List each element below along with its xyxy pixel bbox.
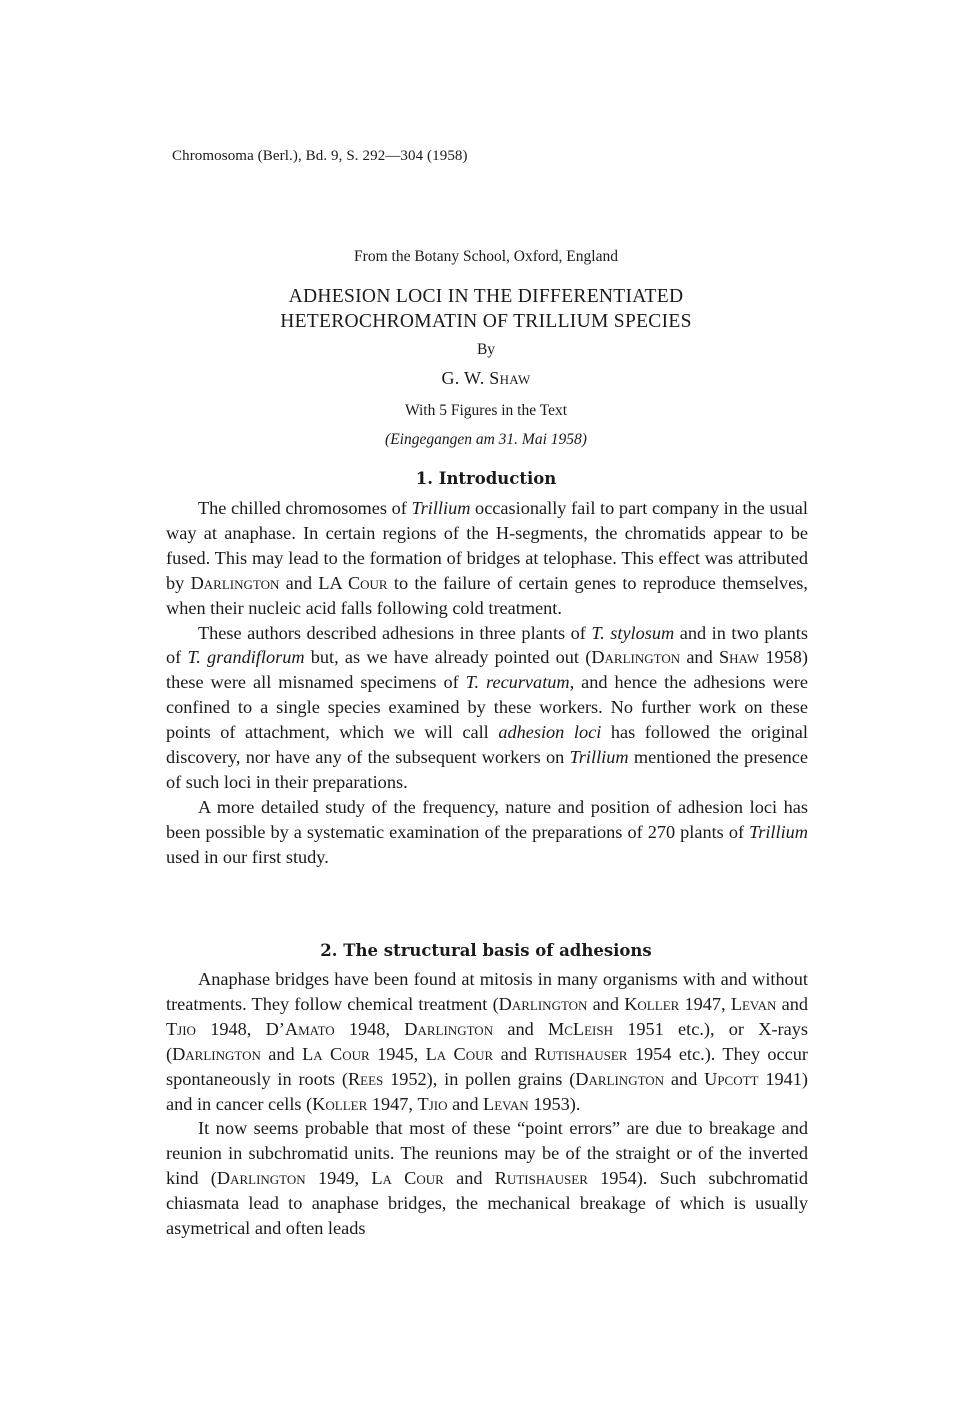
author-ref: Levan [483,1093,529,1114]
genus-name: Trillium [749,821,808,842]
introduction-body [166,496,808,870]
author-ref: La Cour [371,1168,444,1189]
title-line-1: ADHESION LOCI IN THE DIFFERENTIATED [288,286,684,307]
institution-line: From the Botany School, Oxford, England [354,248,618,265]
term-adhesion-loci: adhesion loci [498,722,602,743]
author-ref: Darlington [172,1043,261,1064]
author-ref: Koller [312,1093,368,1114]
author-ref: Upcott [704,1068,759,1089]
text-run: to the failure of certain genes to reproduce themselves, when their nucleic acid falls following cold treatment. [166,572,808,618]
text-run: and [493,1043,535,1064]
author-ref: Rutishauser [534,1043,628,1064]
structural-basis-body [166,967,808,1241]
author-name [165,368,807,389]
text-run: 1949, [305,1168,372,1189]
author-ref: Darlington [216,1168,306,1189]
received-date: (Eingegangen am 31. Mai 1958) [385,431,587,448]
author-ref: La Cour [425,1043,494,1064]
author-ref: D’Amato [265,1018,335,1039]
section-heading-structural-basis: 2. The structural basis of adhesions [320,941,652,960]
text-run: and [664,1068,705,1089]
text-run: and [680,647,719,668]
paragraph [166,967,808,1116]
text-run: The chilled chromosomes of [198,498,412,518]
paragraph [166,621,808,795]
genus-name: Trillium [411,498,471,518]
text-run: A more detailed study of the frequency, nature and position of adhesion loci has been possible by a systematic examination of the preparations of 270 plants of [166,796,808,842]
author-ref: Rees [347,1068,384,1089]
text-run: and in two plants of [166,622,809,668]
by-line: By [476,341,496,358]
text-run: Anaphase bridges have been found at mitosis in many organisms with and without treatments. They follow chemical treatment ( [166,969,808,1014]
author-ref: Koller [624,993,680,1014]
author-ref: Darlington [190,572,280,593]
text-run: 1954). Such subchromatid chiasmata lead to anaphase bridges, the mechanical breakage of which is usually asymetrical and often leads [166,1168,808,1239]
author-surname: Shaw [489,368,531,388]
author-ref: Darlington [498,993,588,1014]
text-run: 1951 etc.), or X-rays ( [166,1018,809,1064]
text-run: occasionally fail to part company in the usual way at anaphase. In certain regions of the H-segments, the chromatids appear to be fused. This may lead to the formation of bridges at telophase. This effect was attributed by [166,498,808,593]
text-run: and [279,572,319,593]
author-ref: La Cour [302,1043,370,1064]
figures-note: With 5 Figures in the Text [404,402,568,419]
text-run: 1952), in pollen grains ( [383,1068,576,1089]
author-ref: Levan [730,993,777,1014]
text-run: and [443,1168,495,1189]
author-initials: G. W. [441,368,490,388]
species-name: T. recurvatum [465,672,570,693]
author-ref: Darlington [591,647,681,668]
text-run: and [447,1093,484,1114]
text-run: 1948, [195,1018,266,1039]
genus-name: Trillium [569,747,629,768]
text-run: , and hence the adhesions were confined to a single species examined by these workers. No further work on these points of attachment, which we will call [166,672,808,743]
section-heading-introduction: 1. Introduction [415,469,557,488]
paragraph [166,795,808,870]
text-run: 1945, [369,1043,426,1064]
author-ref: LA Cour [318,572,388,593]
text-run: 1948, [334,1018,405,1039]
journal-reference: Chromosoma (Berl.), Bd. 9, S. 292—304 (1958) [172,148,468,164]
species-name: T. grandiflorum [187,647,305,668]
text-run: 1958) these were all misnamed specimens of [166,647,808,693]
text-run: mentioned the presence of such loci in their preparations. [166,747,808,792]
text-run: but, as we have already pointed out ( [304,647,592,668]
text-run: has followed the original discovery, nor have any of the subsequent workers on [166,722,808,768]
text-run: and [493,1018,548,1039]
text-run: and [776,993,808,1014]
paper-title [165,284,807,334]
author-ref: Shaw [718,647,760,668]
author-ref: McLeish [547,1018,613,1039]
species-name: T. stylosum [591,622,675,643]
author-ref: Rutishauser [494,1168,588,1189]
text-run: 1953). [528,1093,581,1114]
author-ref: Tjio [417,1093,448,1114]
author-ref: Darlington [575,1068,665,1089]
paragraph [166,496,808,621]
text-run: 1941) and in cancer cells ( [166,1068,808,1114]
author-ref: Darlington [404,1018,494,1039]
paragraph [166,1116,808,1241]
text-run: It now seems probable that most of these “point errors” are due to breakage and reunion in subchromatid units. The reunions may be of the straight or of the inverted kind ( [166,1118,808,1189]
text-run: and [260,1043,303,1064]
text-run: 1954 etc.). They occur spontaneously in roots ( [166,1043,808,1089]
title-line-2: HETEROCHROMATIN OF TRILLIUM SPECIES [280,311,692,332]
text-run: used in our first study. [166,846,329,867]
author-ref: Tjio [166,1018,196,1039]
text-run: 1947, [679,993,731,1014]
text-run: 1947, [367,1093,418,1114]
text-run: and [587,993,625,1014]
text-run: These authors described adhesions in three plants of [198,622,592,643]
